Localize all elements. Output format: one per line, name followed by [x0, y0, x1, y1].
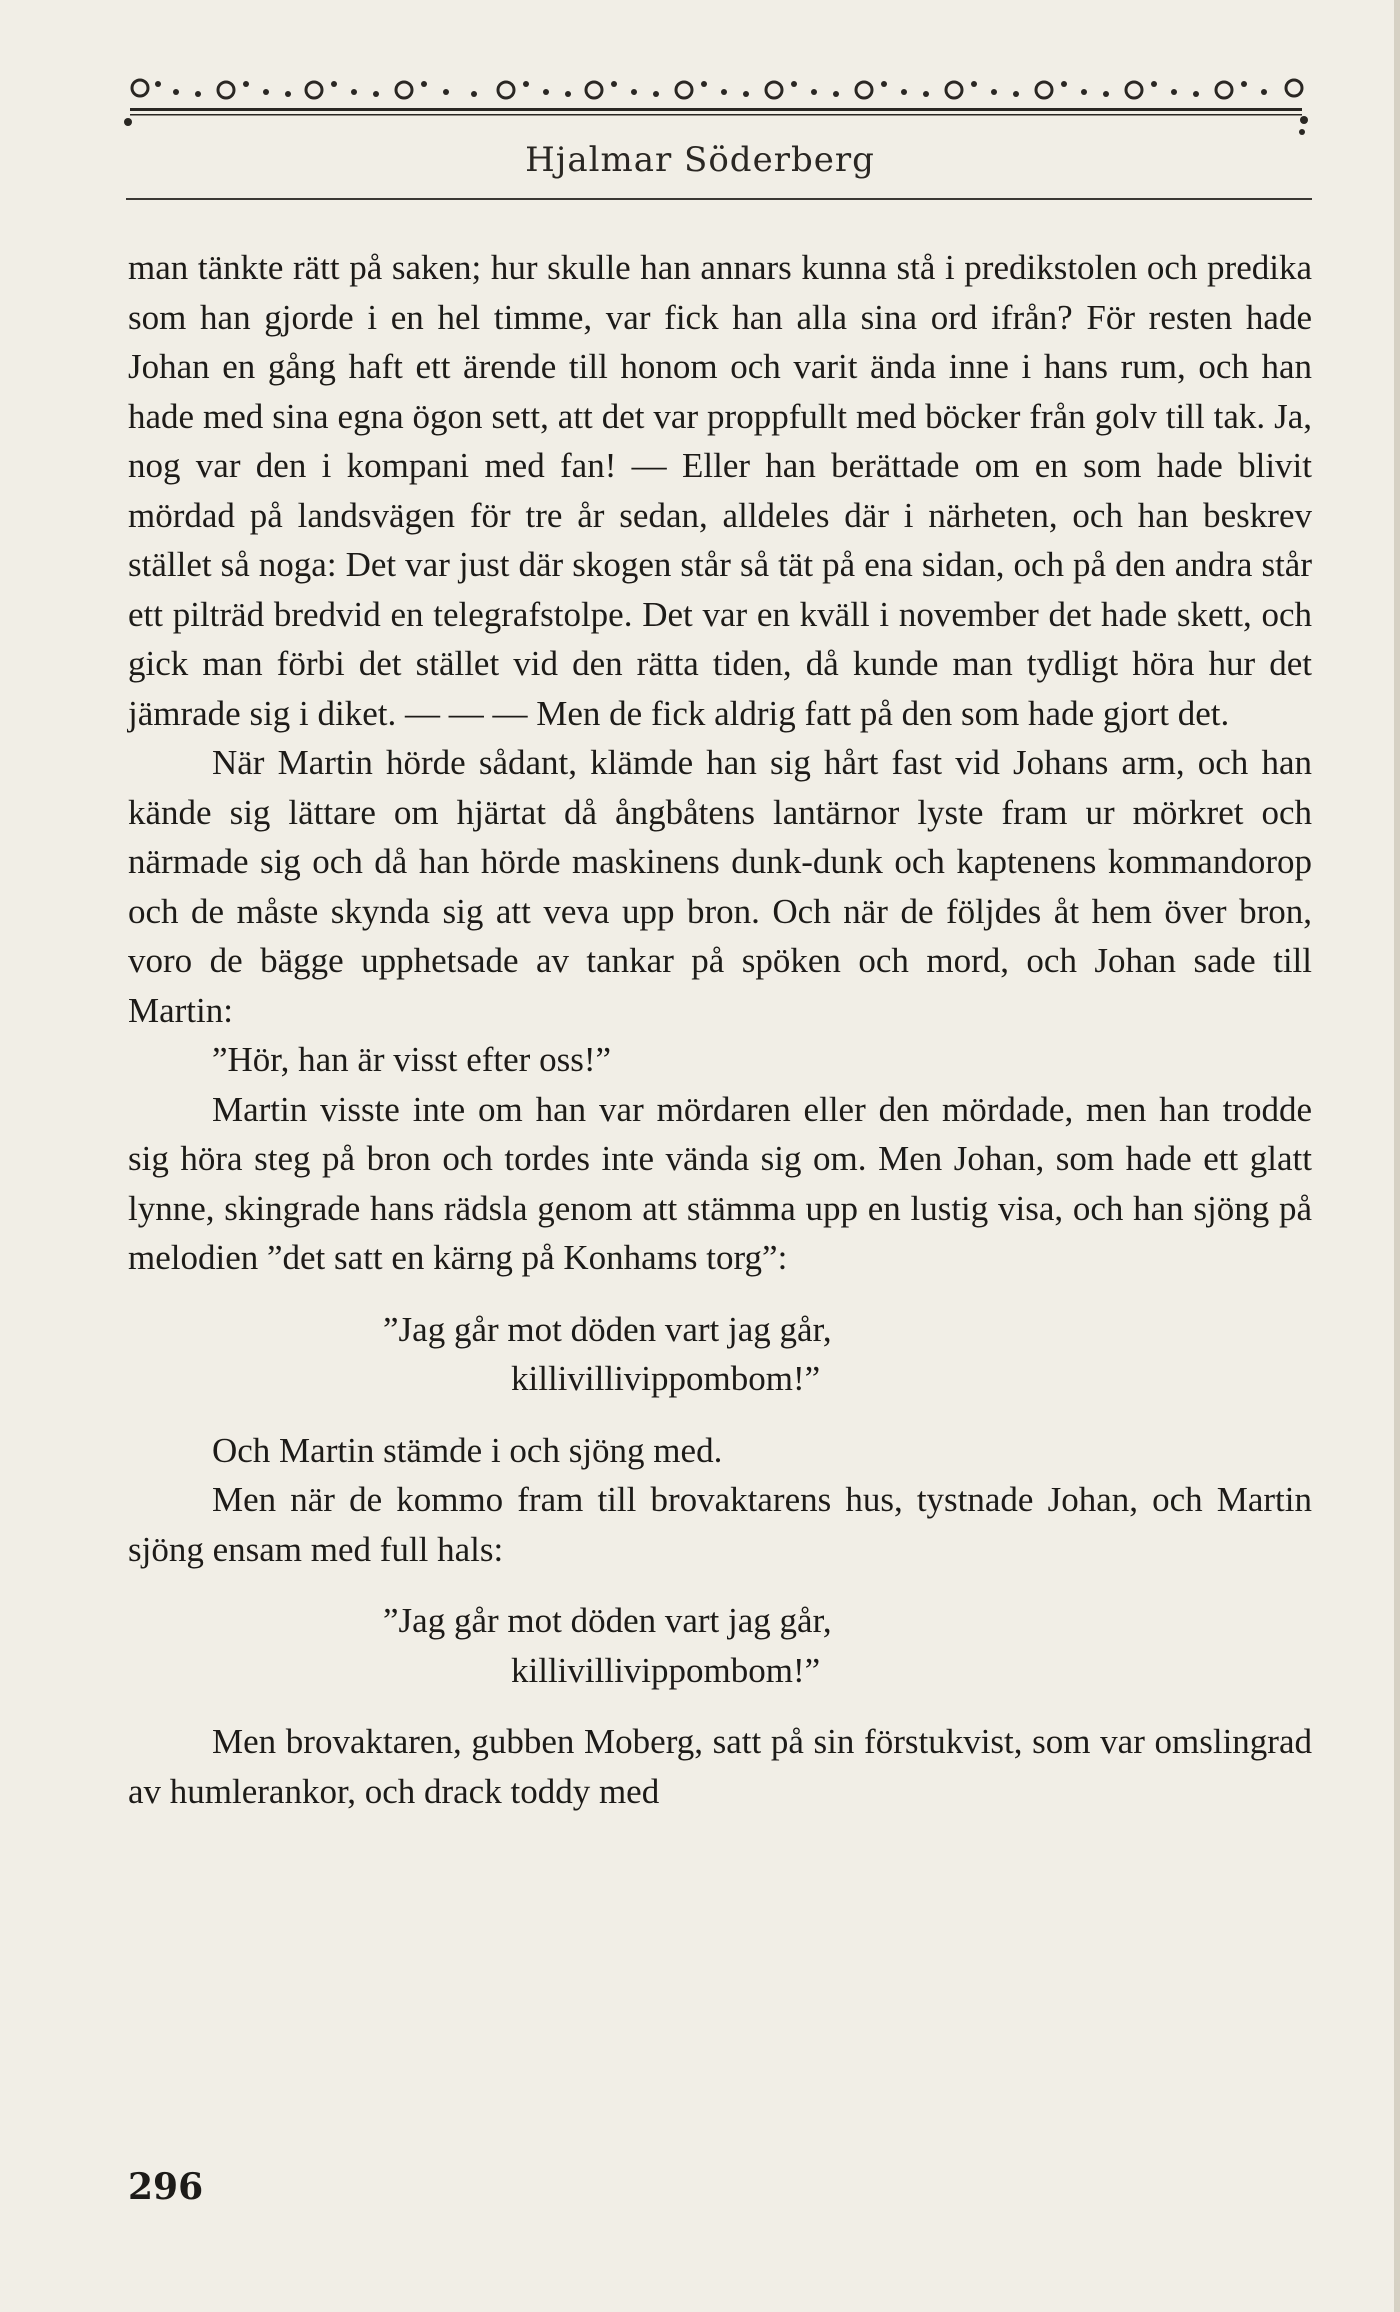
paragraph: man tänkte rätt på saken; hur skulle han annars kunna stå i predikstolen och predika som han gjorde i en hel timme, var fick han alla sina ord ifrån? För resten hade Johan en gång haft ett ärende till honom och varit ända inne i hans rum, och han hade med sina egna ögon sett, att det var proppfullt med böcker från golv till tak. Ja, nog var den i kompani med fan! — Eller han berättade om en som hade blivit mördad på landsvägen för tre år sedan, alldeles där i närheten, och han beskrev stället så noga: Det var just där skogen står så tät på ena sidan, och på den andra står ett pilträd bredvid en telegrafstolpe. Det var en kväll i november det hade skett, och gick man förbi det stället vid den rätta tiden, då kunde man tydligt höra hur det jämrade sig i diket. — — — Men de fick aldrig fatt på den som hade gjort det.	[128, 248, 1312, 733]
verse-line: ”Jag går mot döden vart jag går,	[383, 1309, 832, 1349]
paragraph: Martin visste inte om han var mördaren eller den mördade, men han trodde sig höra steg på bron och tordes inte vända sig om. Men Johan, som hade ett glatt lynne, skingrade hans rädsla genom att stämma upp en lustig visa, och han sjöng på melodien ”det satt en kärng på Konhams torg”:	[128, 1089, 1312, 1277]
paragraph: Men när de kommo fram till brovaktarens hus, tystnade Johan, och Martin sjöng ensam med full hals:	[128, 1480, 1312, 1569]
paragraph: När Martin hörde sådant, klämde han sig hårt fast vid Johans arm, och han kände sig lättare om hjärtat då ångbåtens lantärnor lyste fram ur mörkret och närmade sig och då han hörde maskinens dunk-dunk och kaptenens kommandorop och de måste skynda sig att veva upp bron. Och när de följdes åt hem över bron, voro de bägge upphetsade av tankar på spöken och mord, och Johan sade till Martin:	[128, 743, 1312, 1030]
ornamental-border	[118, 62, 1314, 138]
page-number: 296	[128, 2166, 204, 2208]
running-header: Hjalmar Söderberg	[525, 140, 875, 180]
verse	[128, 1596, 1312, 1695]
paragraph: Men brovaktaren, gubben Moberg, satt på sin förstukvist, som var omslingrad av humlerankor, och drack toddy med	[128, 1722, 1312, 1811]
verse-line: killivillivippombom!”	[511, 1650, 821, 1690]
verse-line: ”Jag går mot döden vart jag går,	[383, 1601, 832, 1640]
verse	[128, 1305, 1312, 1404]
page-edge	[1394, 0, 1400, 2312]
header-rule	[126, 198, 1312, 200]
main-text	[128, 243, 1312, 1816]
paragraph: ”Hör, han är visst efter oss!”	[212, 1040, 612, 1079]
verse-line: killivillivippombom!”	[511, 1359, 821, 1398]
paragraph: Och Martin stämde i och sjöng med.	[212, 1430, 723, 1470]
